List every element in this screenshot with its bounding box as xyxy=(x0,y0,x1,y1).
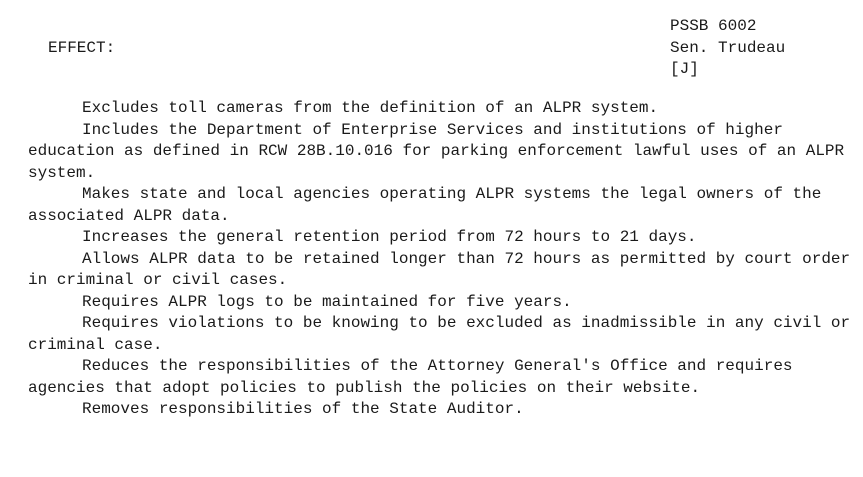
bullet-item xyxy=(28,399,858,421)
bullet-text: Makes state and local agencies operating ALPR systems the legal owners of the associated ALPR data. xyxy=(28,185,822,225)
bullet-item xyxy=(28,313,858,356)
bullet-item xyxy=(28,227,858,249)
bullet-text: Requires ALPR logs to be maintained for five years. xyxy=(82,292,572,311)
bill-sponsor: Sen. Trudeau xyxy=(670,38,786,57)
bill-info-block xyxy=(670,16,785,81)
effect-label: EFFECT: xyxy=(48,39,116,57)
bullet-item xyxy=(28,292,858,314)
bullet-item xyxy=(28,249,858,292)
bullet-text: Reduces the responsibilities of the Attorney General's Office and requires agencies that adopt policies to publish the policies on their website. xyxy=(28,357,793,397)
effect-bullet-list xyxy=(28,98,858,421)
bullet-item xyxy=(28,120,858,185)
bullet-text: Excludes toll cameras from the definition of an ALPR system. xyxy=(82,99,659,117)
bullet-text: Requires violations to be knowing to be excluded as inadmissible in any civil or criminal case. xyxy=(28,314,851,354)
bullet-text: Increases the general retention period from 72 hours to 21 days. xyxy=(82,228,697,246)
bill-code: [J] xyxy=(670,60,699,78)
bullet-item xyxy=(28,356,858,399)
bullet-text: Allows ALPR data to be retained longer than 72 hours as permitted by court order in criminal or civil cases. xyxy=(28,249,851,289)
bullet-text: Removes responsibilities of the State Auditor. xyxy=(82,400,524,418)
bullet-item xyxy=(28,184,858,227)
bullet-text: Includes the Department of Enterprise Services and institutions of higher education as defined in RCW 28B.10.016 for parking enforcement lawful uses of an ALPR system. xyxy=(28,120,845,182)
bill-number: PSSB 6002 xyxy=(670,17,757,35)
bullet-item xyxy=(28,98,858,120)
